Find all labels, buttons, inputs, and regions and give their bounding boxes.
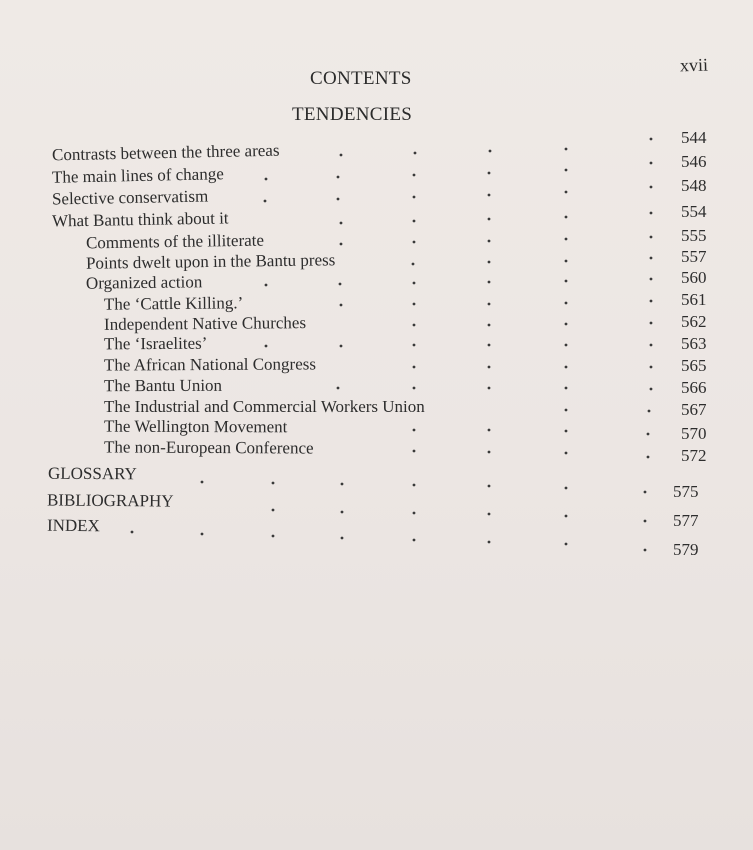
toc-entry-page: 572 bbox=[681, 446, 707, 465]
toc-entry-label: Selective conservatism bbox=[51, 186, 209, 209]
toc-entry-page: 561 bbox=[681, 290, 707, 309]
toc-entry-page: 579 bbox=[673, 540, 699, 559]
toc-entry-label: The ‘Cattle Killing.’ bbox=[103, 293, 244, 314]
toc-entry-page: 546 bbox=[681, 152, 707, 171]
toc-entry-label: The ‘Israelites’ bbox=[103, 333, 208, 354]
toc-entry-label: Organized action bbox=[85, 272, 203, 293]
toc-entry-page: 566 bbox=[681, 378, 707, 397]
toc-entry-label: The non-European Conference bbox=[103, 437, 314, 458]
toc-entry-label: Points dwelt upon in the Bantu press bbox=[85, 250, 336, 273]
toc-entry-page: 562 bbox=[681, 312, 707, 331]
section-title: TENDENCIES bbox=[292, 104, 413, 125]
toc-entry-page: 557 bbox=[681, 247, 707, 266]
toc-entry-page: 554 bbox=[681, 202, 707, 221]
toc-entry-label: INDEX bbox=[46, 515, 101, 536]
toc-entry-label: Contrasts between the three areas bbox=[51, 140, 280, 165]
running-title: CONTENTS bbox=[310, 68, 412, 89]
toc-entry-page: 555 bbox=[681, 226, 707, 245]
toc-entry-page: 567 bbox=[681, 400, 707, 419]
toc-entry-label: The Wellington Movement bbox=[103, 416, 288, 437]
toc-entry-page: 565 bbox=[681, 356, 707, 375]
toc-entry-page: 544 bbox=[681, 128, 707, 147]
toc-entry-label: The African National Congress bbox=[103, 354, 317, 375]
toc-entry-label: Comments of the illiterate bbox=[85, 230, 265, 253]
toc-entry-label: GLOSSARY bbox=[47, 463, 137, 484]
toc-entry-page: 570 bbox=[681, 424, 707, 443]
page-folio: xvii bbox=[679, 54, 709, 76]
toc-entry-label: The main lines of change bbox=[51, 164, 224, 187]
toc-entry-page: 548 bbox=[681, 176, 707, 195]
table-of-contents bbox=[0, 128, 753, 588]
toc-entry-page: 560 bbox=[681, 268, 707, 287]
toc-entry-label: The Bantu Union bbox=[103, 375, 223, 396]
toc-entry-label: What Bantu think about it bbox=[51, 208, 229, 231]
toc-entry-label: The Industrial and Commercial Workers Union bbox=[104, 397, 425, 416]
leader-dots bbox=[0, 128, 753, 588]
toc-entry-page: 563 bbox=[681, 334, 707, 353]
toc-entry-label: Independent Native Churches bbox=[103, 313, 307, 334]
toc-entry-label: BIBLIOGRAPHY bbox=[46, 490, 174, 511]
toc-entry-page: 577 bbox=[673, 511, 699, 530]
toc-entry-page: 575 bbox=[673, 482, 699, 501]
